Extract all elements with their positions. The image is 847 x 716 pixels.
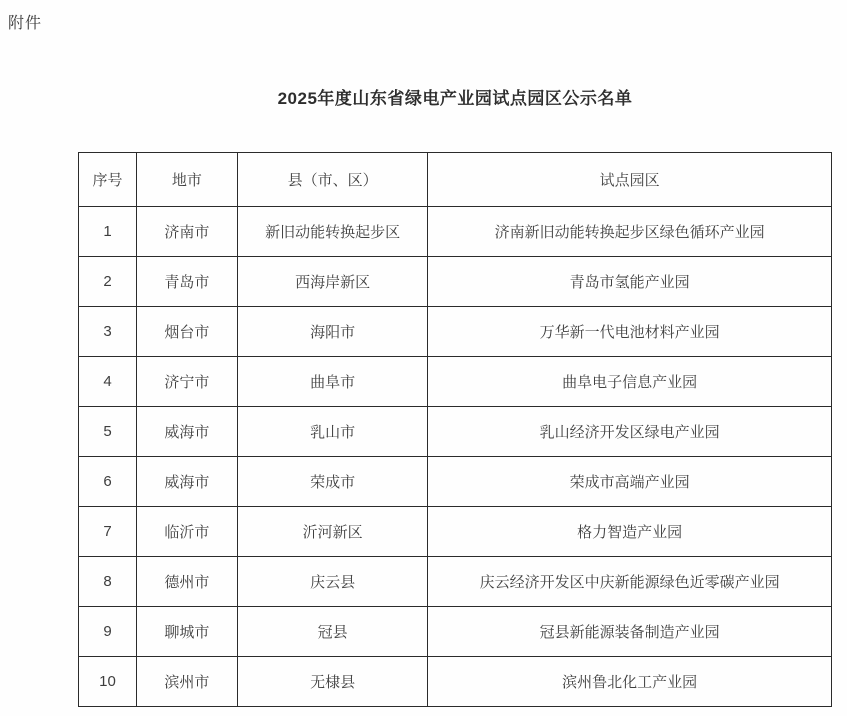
table-cell-county: 曲阜市 bbox=[237, 357, 428, 407]
table-cell-county: 新旧动能转换起步区 bbox=[237, 207, 428, 257]
table-row bbox=[79, 457, 832, 507]
table-cell-index: 7 bbox=[79, 507, 137, 557]
table-cell-county: 无棣县 bbox=[237, 657, 428, 707]
table-cell-city: 临沂市 bbox=[136, 507, 237, 557]
table-cell-city: 威海市 bbox=[136, 407, 237, 457]
table-cell-park: 济南新旧动能转换起步区绿色循环产业园 bbox=[428, 207, 832, 257]
table-cell-county: 庆云县 bbox=[237, 557, 428, 607]
table-cell-county: 乳山市 bbox=[237, 407, 428, 457]
table-cell-index: 10 bbox=[79, 657, 137, 707]
page-title: 2025年度山东省绿电产业园试点园区公示名单 bbox=[277, 89, 633, 108]
header-county: 县（市、区） bbox=[237, 153, 428, 207]
table-row bbox=[79, 207, 832, 257]
table-cell-county: 荣成市 bbox=[237, 457, 428, 507]
table-cell-city: 济宁市 bbox=[136, 357, 237, 407]
table-cell-index: 2 bbox=[79, 257, 137, 307]
table-cell-park: 冠县新能源装备制造产业园 bbox=[428, 607, 832, 657]
table-row bbox=[79, 507, 832, 557]
table-cell-index: 3 bbox=[79, 307, 137, 357]
parks-table-container bbox=[78, 152, 832, 707]
table-row bbox=[79, 657, 832, 707]
table-cell-index: 1 bbox=[79, 207, 137, 257]
parks-table bbox=[78, 152, 832, 707]
table-body bbox=[79, 207, 832, 707]
table-cell-index: 9 bbox=[79, 607, 137, 657]
table-cell-city: 威海市 bbox=[136, 457, 237, 507]
table-cell-park: 乳山经济开发区绿电产业园 bbox=[428, 407, 832, 457]
table-row bbox=[79, 557, 832, 607]
table-cell-park: 滨州鲁北化工产业园 bbox=[428, 657, 832, 707]
table-row bbox=[79, 307, 832, 357]
table-cell-county: 沂河新区 bbox=[237, 507, 428, 557]
table-row bbox=[79, 357, 832, 407]
table-cell-city: 聊城市 bbox=[136, 607, 237, 657]
attachment-label: 附件 bbox=[8, 15, 43, 32]
table-cell-county: 冠县 bbox=[237, 607, 428, 657]
table-cell-county: 西海岸新区 bbox=[237, 257, 428, 307]
table-cell-park: 庆云经济开发区中庆新能源绿色近零碳产业园 bbox=[428, 557, 832, 607]
table-cell-park: 荣成市高端产业园 bbox=[428, 457, 832, 507]
table-cell-city: 德州市 bbox=[136, 557, 237, 607]
header-index: 序号 bbox=[79, 153, 137, 207]
table-row bbox=[79, 607, 832, 657]
table-row bbox=[79, 257, 832, 307]
header-city: 地市 bbox=[136, 153, 237, 207]
table-cell-index: 5 bbox=[79, 407, 137, 457]
table-header-row bbox=[79, 153, 832, 207]
table-cell-park: 万华新一代电池材料产业园 bbox=[428, 307, 832, 357]
table-cell-city: 烟台市 bbox=[136, 307, 237, 357]
table-cell-index: 4 bbox=[79, 357, 137, 407]
table-cell-city: 青岛市 bbox=[136, 257, 237, 307]
table-header bbox=[79, 153, 832, 207]
table-cell-index: 6 bbox=[79, 457, 137, 507]
header-park: 试点园区 bbox=[428, 153, 832, 207]
table-row bbox=[79, 407, 832, 457]
table-cell-city: 滨州市 bbox=[136, 657, 237, 707]
table-cell-index: 8 bbox=[79, 557, 137, 607]
table-cell-park: 曲阜电子信息产业园 bbox=[428, 357, 832, 407]
table-cell-city: 济南市 bbox=[136, 207, 237, 257]
table-cell-park: 青岛市氢能产业园 bbox=[428, 257, 832, 307]
table-cell-county: 海阳市 bbox=[237, 307, 428, 357]
table-cell-park: 格力智造产业园 bbox=[428, 507, 832, 557]
